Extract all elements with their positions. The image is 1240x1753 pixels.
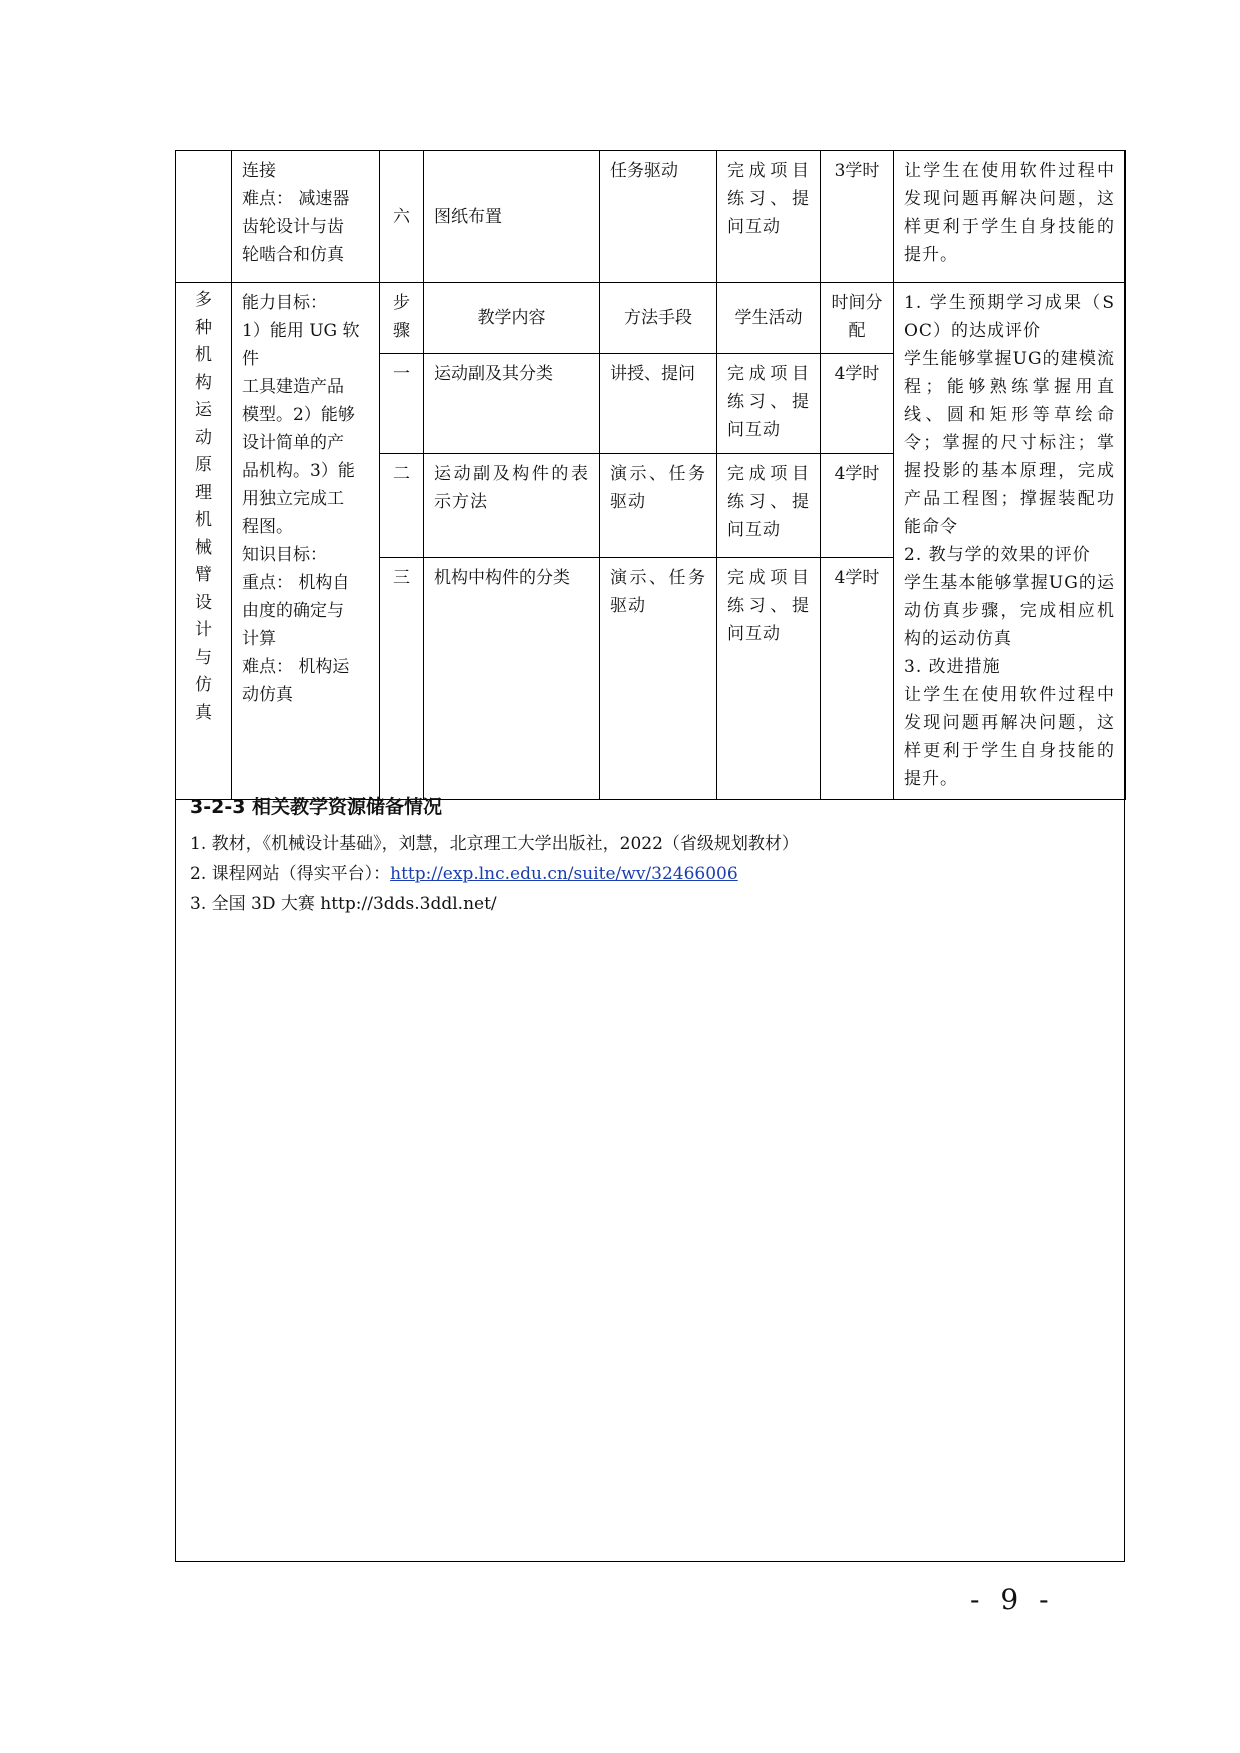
resource-item: 1. 教材，《机械设计基础》，刘慧，北京理工大学出版社，2022（省级规划教材） (190, 834, 799, 854)
objective-line: 计算 (242, 629, 276, 649)
time-cell: 4学时 (821, 557, 894, 799)
title-char: 理 (195, 482, 212, 503)
title-char: 机 (195, 345, 212, 365)
resource-item-label: 2. 课程网站（得实平台）： (190, 864, 391, 884)
activity-cell: 完成项目练习、提问互动 (717, 151, 821, 283)
objective-line: 连接 (242, 161, 276, 181)
title-char: 多 (195, 290, 212, 310)
objective-line: 能力目标： (242, 293, 327, 313)
method-cell: 讲授、提问 (600, 354, 717, 454)
time-cell: 4学时 (821, 453, 894, 557)
objective-line: 设计简单的产 (242, 433, 344, 453)
section-evaluation-cell (894, 283, 1126, 800)
evaluation-line: 3. 改进措施 (904, 657, 1001, 677)
objectives-cell (232, 283, 380, 800)
activity-cell: 完成项目练习、提问互动 (717, 453, 821, 557)
title-char: 原 (195, 455, 212, 475)
content-cell: 机构中构件的分类 (424, 557, 600, 799)
title-char: 臂 (195, 565, 212, 585)
continuation-objectives (232, 151, 380, 283)
title-char: 机 (195, 510, 212, 530)
empty-title-cell (176, 151, 232, 283)
header-time: 时间分配 (821, 283, 894, 354)
content-cell: 图纸布置 (424, 151, 600, 283)
continuation-row (176, 151, 1126, 283)
title-char: 仿 (195, 675, 212, 695)
objective-line: 工具建造产品 (242, 377, 344, 397)
resources-section (190, 792, 1090, 919)
resource-item: 3. 全国 3D 大赛 http://3dds.3ddl.net/ (190, 894, 497, 914)
title-char: 构 (195, 372, 212, 393)
section-title-cell (176, 283, 232, 800)
evaluation-line: 1. 学生预期学习成果（SOC）的达成评价 (904, 293, 1115, 341)
title-char: 计 (195, 620, 212, 640)
objective-line: 动仿真 (242, 685, 293, 705)
header-content: 教学内容 (424, 283, 600, 354)
step-cell: 三 (380, 557, 424, 799)
step-cell: 六 (380, 151, 424, 283)
step-cell: 二 (380, 453, 424, 557)
evaluation-line: 2. 教与学的效果的评价 (904, 545, 1091, 565)
method-cell: 演示、任务驱动 (600, 453, 717, 557)
course-website-link[interactable]: http://exp.lnc.edu.cn/suite/wv/32466006 (390, 864, 738, 884)
objective-line: 程图。 (242, 517, 293, 537)
title-char: 与 (195, 647, 212, 668)
title-char: 运 (195, 400, 212, 420)
time-cell: 4学时 (821, 354, 894, 454)
time-cell: 3学时 (821, 151, 894, 283)
title-char: 设 (195, 592, 212, 613)
title-char: 种 (195, 317, 212, 338)
objective-line: 轮啮合和仿真 (242, 245, 344, 265)
evaluation-cell: 让学生在使用软件过程中发现问题再解决问题，这样更利于学生自身技能的提升。 (894, 151, 1126, 283)
title-char: 动 (195, 427, 212, 448)
method-cell: 任务驱动 (600, 151, 717, 283)
resource-item (190, 859, 1090, 889)
objective-line: 齿轮设计与齿 (242, 217, 344, 237)
objective-line: 知识目标： (242, 545, 327, 565)
page-number: - 9 - (970, 1583, 1055, 1616)
activity-cell: 完成项目练习、提问互动 (717, 354, 821, 454)
content-cell: 运动副及构件的表示方法 (424, 453, 600, 557)
objective-line: 1）能用 UG 软件 (242, 321, 360, 369)
objective-line: 难点： 机构运 (242, 657, 350, 677)
evaluation-line: 让学生在使用软件过程中发现问题再解决问题，这样更利于学生自身技能的提升。 (904, 685, 1115, 789)
evaluation-line: 学生基本能够掌握UG的运动仿真步骤，完成相应机构的运动仿真 (904, 573, 1115, 649)
evaluation-line: 学生能够掌握UG的建模流程；能够熟练掌握用直线、圆和矩形等草绘命令；掌握的尺寸标注；掌握投影的基本原理，完成产品工程图；撑握装配功能命令 (904, 349, 1115, 537)
teaching-plan-table (175, 150, 1126, 800)
header-activity: 学生活动 (717, 283, 821, 354)
method-cell: 演示、任务驱动 (600, 557, 717, 799)
content-cell: 运动副及其分类 (424, 354, 600, 454)
step-cell: 一 (380, 354, 424, 454)
activity-cell: 完成项目练习、提问互动 (717, 557, 821, 799)
header-method: 方法手段 (600, 283, 717, 354)
title-char: 真 (195, 702, 212, 723)
objective-line: 品机构。3）能 (242, 461, 355, 481)
resources-heading: 3-2-3 相关教学资源储备情况 (190, 796, 443, 818)
objective-line: 重点： 机构自 (242, 573, 350, 593)
objective-line: 用独立完成工 (242, 489, 344, 509)
objective-line: 难点： 减速器 (242, 189, 350, 209)
objective-line: 由度的确定与 (242, 601, 344, 621)
title-char: 械 (195, 537, 212, 558)
section-header-row (176, 283, 1126, 354)
objective-line: 模型。2）能够 (242, 405, 355, 425)
header-step: 步骤 (380, 283, 424, 354)
